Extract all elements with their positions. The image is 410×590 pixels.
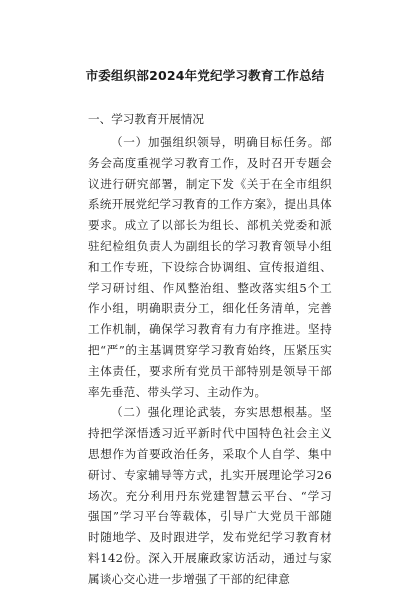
paragraph-2: （二）强化理论武装，夯实思想根基。坚持把学深悟透习近平新时代中国特色社会主义思想作为首要政治任务，采取个人自学、集中研讨、专家辅导等方式，扎实开展理论学习26场次。充分利用丹东党建智慧云平台、“学习强国”学习平台等载体，引导广大党员干部随时随地学、及时跟进学，发布党纪学习教育材料142份。深入开展廉政家访活动，通过与家属谈心交心进一步增强了干部的纪律意 — [88, 405, 332, 586]
document-body — [88, 112, 332, 590]
section-heading: 一、学习教育开展情况 — [88, 112, 204, 126]
paragraph-1: （一）加强组织领导，明确目标任务。部务会高度重视学习教育工作，及时召开专题会议进行研究部署，制定下发《关于在全市组织系统开展党纪学习教育的工作方案》，提出具体要求。成立了以部长为组长、部机关党委和派驻纪检组负责人为副组长的学习教育领导小组和工作专班，下设综合协调组、宣传报道组、学习研讨组、作风整治组、整改落实组5个工作小组，明确职责分工，细化任务清单，完善工作机制，确保学习教育有力有序推进。坚持把“严”的主基调贯穿学习教育始终，压紧压实主体责任，要求所有党员干部特别是领导干部率先垂范、带头学习、主动作为。 — [88, 135, 332, 399]
document-title: 市委组织部2024年党纪学习教育工作总结 — [85, 68, 325, 83]
